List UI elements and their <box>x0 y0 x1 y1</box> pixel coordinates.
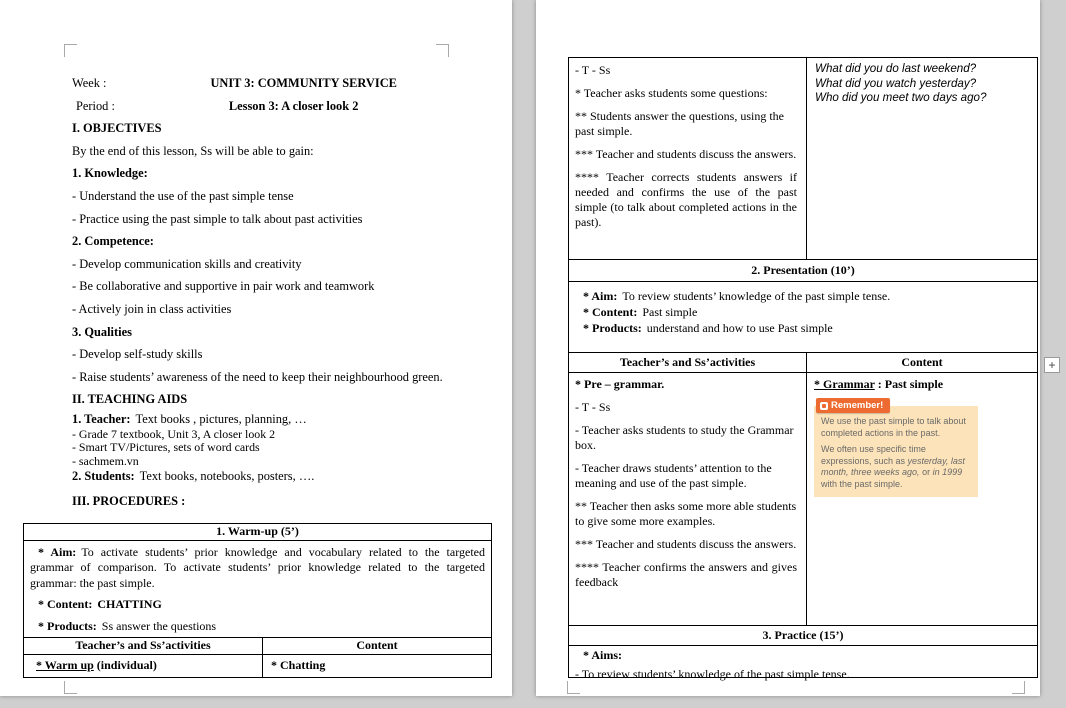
aim-label: * Aim: <box>583 289 618 303</box>
qualities-heading: 3. Qualities <box>72 324 132 339</box>
period-lesson-row <box>72 95 448 118</box>
competence-item: - Develop communication skills and creativity <box>72 256 302 271</box>
products-label: * Products: <box>583 320 642 335</box>
products-text: understand and how to use Past simple <box>646 320 833 335</box>
products-text: Ss answer the questions <box>101 618 217 633</box>
practice-aims-line: - To review students’ knowledge of the past simple tense. <box>575 667 850 681</box>
remember-text-1: We use the past simple to talk about completed actions in the past. <box>821 416 966 438</box>
week-label: Week : <box>72 76 107 90</box>
students-label: 2. Students: <box>72 469 135 484</box>
activity-line: * Teacher asks students some questions: <box>575 86 768 100</box>
remember-text-post: with the past simple. <box>821 478 903 489</box>
students-line <box>72 468 448 485</box>
competence-item: - Be collaborative and supportive in pair work and teamwork <box>72 279 375 294</box>
aim-text: To review students’ knowledge of the past simple tense. <box>622 289 891 303</box>
text-boundary-mark <box>1012 681 1025 694</box>
warmup-body-row <box>24 655 491 677</box>
teaching-aids-heading: II. TEACHING AIDS <box>72 392 188 407</box>
activity-line: - T - Ss <box>575 400 611 414</box>
chatting-question: What did you do last weekend? <box>815 62 977 75</box>
period-label: Period : <box>76 98 115 113</box>
procedures-table <box>568 57 1038 681</box>
content-text: Past simple <box>642 304 698 319</box>
teacher-item: - Grade 7 textbook, Unit 3, A closer look 2 <box>72 426 276 441</box>
grammar-heading <box>814 377 1033 392</box>
text-boundary-mark <box>567 681 580 694</box>
document-page-1[interactable] <box>0 0 512 696</box>
objectives-intro: By the end of this lesson, Ss will be able to gain: <box>72 143 314 158</box>
text-boundary-mark <box>64 44 77 57</box>
knowledge-item: - Practice using the past simple to talk about past activities <box>72 211 363 226</box>
text-boundary-mark <box>64 681 77 694</box>
warmup-activity-label: * Warm up <box>36 658 94 672</box>
text-boundary-mark <box>436 44 449 57</box>
presentation-header-row <box>569 353 1037 373</box>
teacher-text: Text books , pictures, planning, … <box>135 411 307 426</box>
page1-body <box>72 72 448 511</box>
products-label: * Products: <box>38 618 97 633</box>
activity-line: ** Students answer the questions, using the past simple. <box>575 109 784 138</box>
competence-item: - Actively join in class activities <box>72 301 232 316</box>
grammar-row <box>569 373 1037 626</box>
aim-label: * Aim: <box>38 545 77 559</box>
content-text: CHATTING <box>97 597 162 612</box>
warmup-activity-cell <box>24 655 263 677</box>
warmup-cont-activities-cell <box>569 58 807 259</box>
remember-text-2 <box>821 444 972 490</box>
objectives-heading: I. OBJECTIVES <box>72 121 162 136</box>
teacher-line <box>72 411 448 428</box>
remember-text-or: or <box>919 467 933 477</box>
teacher-item: - Smart TV/Pictures, sets of word cards <box>72 440 260 455</box>
practice-title: 3. Practice (15’) <box>569 626 1037 646</box>
activity-line: - T - Ss <box>575 63 611 77</box>
activity-line: - Teacher asks students to study the Grammar box. <box>575 423 794 452</box>
remember-box <box>814 400 978 497</box>
remember-text-italic: in 1999 <box>932 467 963 477</box>
activity-line: ** Teacher then asks some more able students to give some more examples. <box>575 499 797 528</box>
pre-grammar-heading: * Pre – grammar. <box>575 377 665 391</box>
activity-line: *** Teacher and students discuss the answers. <box>575 147 797 161</box>
warmup-table <box>23 523 492 678</box>
activity-line: *** Teacher and students discuss the answers. <box>575 537 797 551</box>
warmup-continuation-row <box>569 58 1037 260</box>
aim-text: To activate students’ prior knowledge and vocabulary related to the targeted grammar of comparison. To activate students’ prior knowledge related to the targeted grammar: the past simple. <box>30 545 485 590</box>
warmup-content-value: * Chatting <box>271 658 326 672</box>
teacher-label: 1. Teacher: <box>72 411 131 426</box>
unit-title: UNIT 3: COMMUNITY SERVICE <box>210 76 397 90</box>
col-header-activities: Teacher’s and Ss’activities <box>24 638 263 654</box>
practice-aims-label: * Aims: <box>583 648 622 662</box>
presentation-title: 2. Presentation (10’) <box>569 260 1037 282</box>
week-unit-row <box>72 72 448 95</box>
warmup-aim-cell <box>24 541 491 638</box>
warmup-aim <box>30 545 485 591</box>
warmup-title: 1. Warm-up (5’) <box>24 524 491 541</box>
qualities-item: - Develop self-study skills <box>72 347 203 362</box>
col-header-content: Content <box>901 355 943 369</box>
procedures-heading: III. PROCEDURES : <box>72 494 186 509</box>
col-header-activities: Teacher’s and Ss’activities <box>569 353 807 372</box>
activity-line: **** Teacher confirms the answers and gives feedback <box>575 560 797 589</box>
remember-badge-label: Remember! <box>831 400 884 411</box>
knowledge-item: - Understand the use of the past simple tense <box>72 188 294 203</box>
qualities-item: - Raise students’ awareness of the need to keep their neighbourhood green. <box>72 369 443 384</box>
students-text: Text books, notebooks, posters, …. <box>139 469 315 484</box>
warmup-cont-content-cell <box>807 58 1037 259</box>
col-header-content: Content <box>356 638 398 652</box>
activity-line: **** Teacher corrects students answers if needed and confirms the use of the past simple (to talk about completed actions in the past). <box>575 170 797 229</box>
presentation-content <box>575 305 1031 321</box>
chatting-question: What did you watch yesterday? <box>815 76 977 90</box>
document-page-2[interactable] <box>536 0 1040 696</box>
warmup-header-row <box>24 638 491 655</box>
remember-badge <box>816 398 890 413</box>
warmup-activity-suffix: (individual) <box>93 658 157 672</box>
grammar-content-cell <box>807 373 1037 625</box>
warmup-content-cell <box>263 655 491 677</box>
knowledge-heading: 1. Knowledge: <box>72 166 148 181</box>
teacher-item: - sachmem.vn <box>72 453 139 468</box>
warmup-content <box>30 597 485 612</box>
content-label: * Content: <box>38 597 93 612</box>
warmup-products <box>30 619 485 634</box>
presentation-aim-cell <box>569 282 1037 353</box>
competence-heading: 2. Competence: <box>72 234 154 249</box>
remember-text-pre: We often use specific time expressions, such as <box>821 444 926 466</box>
remember-badge-icon <box>820 402 828 410</box>
activity-line: - Teacher draws students’ attention to the meaning and use of the past simple. <box>575 461 772 490</box>
grammar-text: : Past simple <box>874 377 944 391</box>
presentation-products <box>575 321 1031 337</box>
content-label: * Content: <box>583 304 638 319</box>
remember-text-italic: yesterday, last month, three weeks ago, <box>821 455 965 477</box>
lesson-title: Lesson 3: A closer look 2 <box>228 98 359 113</box>
chatting-question: Who did you meet two days ago? <box>815 91 987 105</box>
grammar-label: * Grammar <box>814 377 875 391</box>
presentation-aim <box>575 289 1031 305</box>
practice-aims-cell <box>569 646 1037 681</box>
plus-button[interactable]: + <box>1044 357 1060 373</box>
grammar-activities-cell <box>569 373 807 625</box>
